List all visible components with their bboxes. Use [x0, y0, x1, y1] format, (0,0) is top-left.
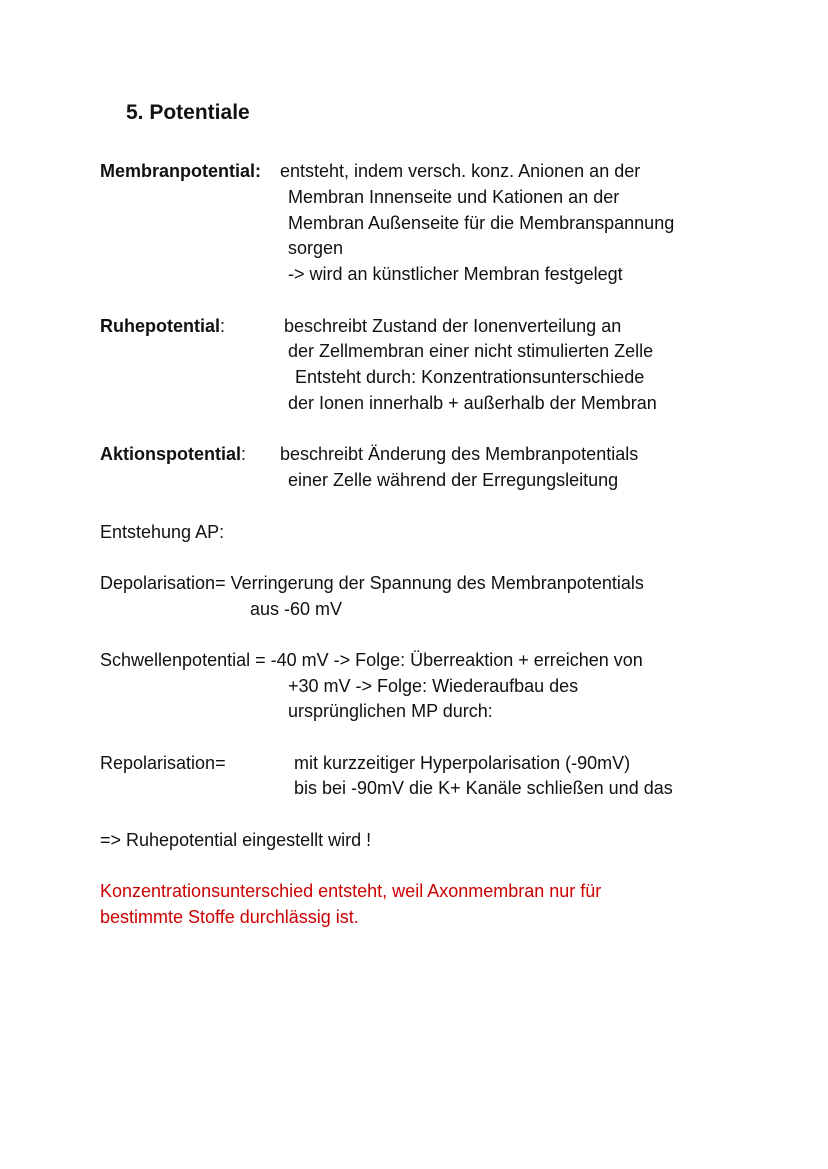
- ruhepotential-line-3: Entsteht durch: Konzentrationsunterschiede: [295, 367, 645, 387]
- entstehung-heading: Entstehung AP:: [100, 522, 225, 542]
- aktionspotential-term: Aktionspotential: [100, 444, 242, 464]
- ruhepotential-line-1: beschreibt Zustand der Ionenverteilung an: [284, 316, 622, 336]
- membranpotential-term: Membranpotential:: [100, 161, 262, 181]
- aktionspotential-colon: :: [241, 444, 247, 464]
- schwellenpotential-line-2: +30 mV -> Folge: Wiederaufbau des: [288, 676, 579, 696]
- depolarisation-line-2: aus -60 mV: [250, 599, 343, 619]
- repolarisation-term: Repolarisation=: [100, 753, 226, 773]
- conclusion-line: => Ruhepotential eingestellt wird !: [100, 830, 372, 850]
- membranpotential-line-3: Membran Außenseite für die Membranspannung: [288, 213, 675, 233]
- schwellenpotential-line-1: Schwellenpotential = -40 mV -> Folge: Überreaktion + erreichen von: [100, 650, 643, 670]
- aktionspotential-line-1: beschreibt Änderung des Membranpotentials: [280, 444, 639, 464]
- page-title: 5. Potentiale: [126, 101, 250, 124]
- note-line-1: Konzentrationsunterschied entsteht, weil Axonmembran nur für: [100, 881, 602, 901]
- membranpotential-line-5: -> wird an künstlicher Membran festgelegt: [288, 264, 623, 284]
- ruhepotential-line-2: der Zellmembran einer nicht stimulierten Zelle: [288, 341, 654, 361]
- ruhepotential-term-wrap: [100, 313, 225, 339]
- ruhepotential-term: Ruhepotential: [100, 316, 220, 336]
- aktionspotential-term-wrap: [100, 441, 246, 467]
- membranpotential-line-1: entsteht, indem versch. konz. Anionen an der: [280, 161, 641, 181]
- ruhepotential-colon: :: [220, 316, 226, 336]
- repolarisation-line-1: mit kurzzeitiger Hyperpolarisation (-90mV): [294, 753, 631, 773]
- repolarisation-line-2: bis bei -90mV die K+ Kanäle schließen und das: [294, 778, 673, 798]
- schwellenpotential-line-3: ursprünglichen MP durch:: [288, 701, 493, 721]
- ruhepotential-line-4: der Ionen innerhalb + außerhalb der Membran: [288, 393, 657, 413]
- aktionspotential-line-2: einer Zelle während der Erregungsleitung: [288, 470, 619, 490]
- depolarisation-line-1: Depolarisation= Verringerung der Spannung des Membranpotentials: [100, 573, 644, 593]
- membranpotential-line-4: sorgen: [288, 238, 344, 258]
- note-line-2: bestimmte Stoffe durchlässig ist.: [100, 907, 359, 927]
- membranpotential-line-2: Membran Innenseite und Kationen an der: [288, 187, 620, 207]
